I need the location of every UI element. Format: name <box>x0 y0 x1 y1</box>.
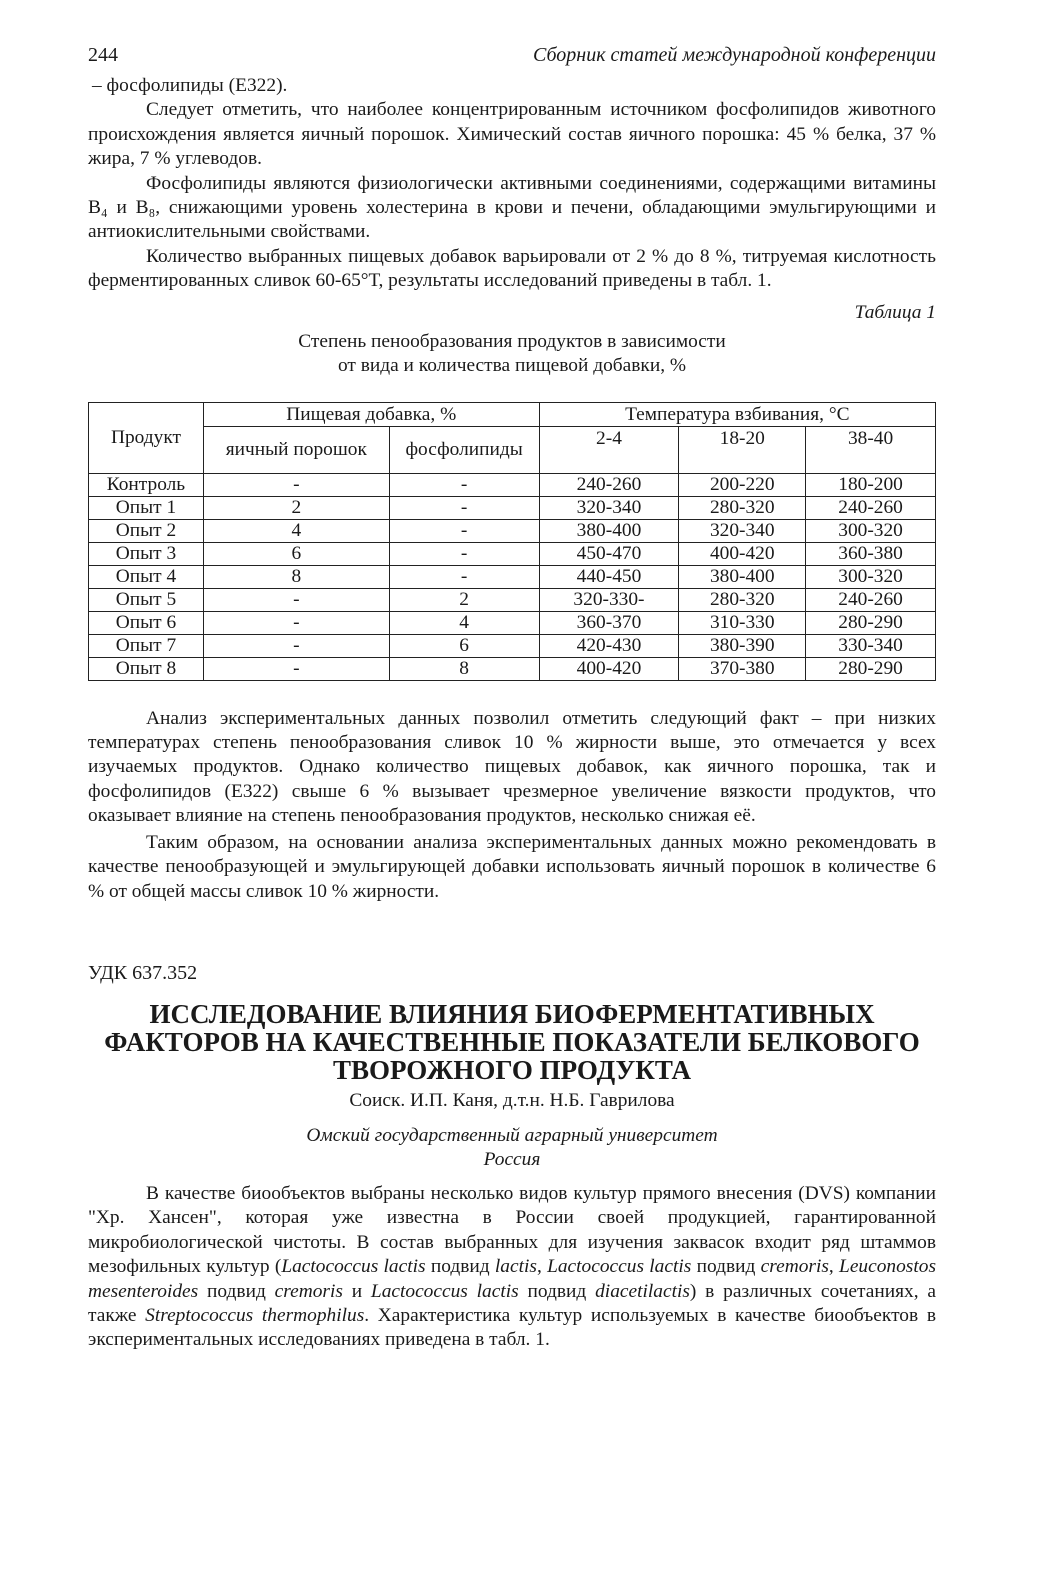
text-run: подвид <box>198 1280 275 1302</box>
cell-egg: 6 <box>203 542 389 565</box>
cell-t1: 360-370 <box>539 611 679 634</box>
cell-egg: - <box>203 657 389 680</box>
cell-t3: 300-320 <box>806 519 936 542</box>
species-name: Leuconostos mesenteroides <box>88 1256 936 1302</box>
cell-t2: 280-320 <box>679 588 806 611</box>
running-title: Сборник статей международной конференции <box>533 44 936 66</box>
species-name: cremoris <box>760 1256 829 1278</box>
cell-phospho: - <box>389 542 539 565</box>
paragraph-5: Таким образом, на основании анализа экспериментальных данных можно рекомендовать в качестве пенообразующей и эмульгирующей добавки использовать яичный порошок в количестве 6 % от общей массы сливок 10 % жирности. <box>88 831 936 902</box>
cell-egg: - <box>203 588 389 611</box>
text-run: подвид <box>518 1280 596 1302</box>
table-row <box>89 473 936 496</box>
cell-t2: 400-420 <box>679 542 806 565</box>
species-name: lactis <box>494 1256 537 1278</box>
text-run: подвид <box>691 1256 761 1278</box>
paragraph-4: Анализ экспериментальных данных позволил отметить следующий факт – при низких температурах степень пенообразования сливок 10 % жирности выше, это отмечается у всех изучаемых продуктов. Однако количество пищевых добавок, как яичного порошка, так и фосфолипидов (E322) свыше 6 % вызывает чрезмерное увеличение вязкости продуктов, что оказывает влияние на степень пенообразования продуктов, несколько снижая её. <box>88 707 936 827</box>
table-row <box>89 634 936 657</box>
species-name: Lactococcus lactis <box>281 1256 426 1278</box>
cell-t1: 240-260 <box>539 473 679 496</box>
cell-t1: 320-340 <box>539 496 679 519</box>
text-run: и <box>342 1280 371 1302</box>
cell-phospho: 4 <box>389 611 539 634</box>
cell-t1: 440-450 <box>539 565 679 588</box>
cell-phospho: - <box>389 565 539 588</box>
page-number: 244 <box>88 44 118 66</box>
cell-phospho: 2 <box>389 588 539 611</box>
table-row <box>89 496 936 519</box>
species-name: cremoris <box>274 1280 343 1302</box>
cell-t1: 400-420 <box>539 657 679 680</box>
authors: Соиск. И.П. Каня, д.т.н. Н.Б. Гаврилова <box>349 1089 675 1111</box>
text-run: , <box>828 1256 840 1278</box>
article-title <box>88 1000 936 1084</box>
cell-t3: 280-290 <box>806 657 936 680</box>
cell-t3: 360-380 <box>806 542 936 565</box>
cell-t3: 330-340 <box>806 634 936 657</box>
cell-phospho: 6 <box>389 634 539 657</box>
page-header <box>88 44 936 74</box>
cell-product: Опыт 3 <box>89 542 204 565</box>
cell-t2: 380-390 <box>679 634 806 657</box>
list-item: – фосфолипиды (E322). <box>92 75 288 96</box>
cell-t3: 300-320 <box>806 565 936 588</box>
cell-t2: 320-340 <box>679 519 806 542</box>
cell-product: Контроль <box>89 473 204 496</box>
cell-t1: 450-470 <box>539 542 679 565</box>
header-temp-2: 18-20 <box>679 426 806 473</box>
header-phospholipids: фосфолипиды <box>389 426 539 473</box>
cell-product: Опыт 2 <box>89 519 204 542</box>
cell-egg: - <box>203 634 389 657</box>
text-run: . Характеристика культур используемых в качестве биообъектов в экспериментальных исследованиях приведена в табл. 1. <box>88 1304 936 1351</box>
text-run: В качестве биообъектов выбраны несколько видов культур прямого внесения (DVS) компании "Хр. Хансен", которая уже известна в России своей продукцией, гарантированной микробиологической чистоты. В состав выбранных для изучения заквасок входит ряд штаммов мезофильных культур ( <box>88 1182 936 1278</box>
cell-t1: 420-430 <box>539 634 679 657</box>
cell-egg: 8 <box>203 565 389 588</box>
cell-t3: 280-290 <box>806 611 936 634</box>
species-name: Lactococcus lactis <box>547 1256 692 1278</box>
cell-product: Опыт 4 <box>89 565 204 588</box>
cell-t3: 240-260 <box>806 588 936 611</box>
cell-t1: 320-330- <box>539 588 679 611</box>
cell-phospho: 8 <box>389 657 539 680</box>
cell-product: Опыт 8 <box>89 657 204 680</box>
species-name: diacetilactis <box>595 1280 690 1302</box>
cell-egg: - <box>203 611 389 634</box>
page <box>88 44 936 1353</box>
table-row <box>89 519 936 542</box>
table-caption-line-1: Степень пенообразования продуктов в зависимости <box>298 330 726 352</box>
cell-t2: 200-220 <box>679 473 806 496</box>
table-row <box>89 611 936 634</box>
paragraph-body <box>88 1182 936 1353</box>
header-additive: Пищевая добавка, % <box>203 402 539 426</box>
table-row <box>89 657 936 680</box>
cell-t2: 380-400 <box>679 565 806 588</box>
cell-t2: 310-330 <box>679 611 806 634</box>
udk-code: УДК 637.352 <box>88 961 198 984</box>
cell-t3: 180-200 <box>806 473 936 496</box>
cell-product: Опыт 6 <box>89 611 204 634</box>
cell-product: Опыт 1 <box>89 496 204 519</box>
cell-t1: 380-400 <box>539 519 679 542</box>
text-run: подвид <box>425 1256 495 1278</box>
paragraph-2: Фосфолипиды являются физиологически активными соединениями, содержащими витамины B₄ и B₈, снижающими уровень холестерина в крови и печени, обладающими эмульгирующими и антиокислительными свойствами. <box>88 172 936 243</box>
table-label: Таблица 1 <box>854 301 936 323</box>
text-run: ) в различных сочетаниях, а также <box>88 1280 936 1326</box>
cell-product: Опыт 5 <box>89 588 204 611</box>
title-line-2: ФАКТОРОВ НА КАЧЕСТВЕННЫЕ ПОКАЗАТЕЛИ БЕЛКОВОГО <box>104 1026 920 1057</box>
cell-t3: 240-260 <box>806 496 936 519</box>
foam-table <box>88 402 936 681</box>
title-line-3: ТВОРОЖНОГО ПРОДУКТА <box>332 1054 692 1085</box>
affiliation: Омский государственный аграрный университет <box>306 1124 718 1146</box>
species-name: Streptococcus thermophilus <box>145 1304 365 1326</box>
text-run: , <box>536 1256 548 1278</box>
paragraph-3: Количество выбранных пищевых добавок варьировали от 2 % до 8 %, титруемая кислотность ферментированных сливок 60-65°Т, результаты исследований приведены в табл. 1. <box>88 245 936 292</box>
table-row <box>89 542 936 565</box>
cell-phospho: - <box>389 473 539 496</box>
cell-t2: 280-320 <box>679 496 806 519</box>
paragraph-1: Следует отметить, что наиболее концентрированным источником фосфолипидов животного происхождения является яичный порошок. Химический состав яичного порошка: 45 % белка, 37 % жира, 7 % углеводов. <box>88 99 936 170</box>
species-name: Lactococcus lactis <box>370 1280 519 1302</box>
header-product: Продукт <box>89 402 204 473</box>
table-row <box>89 565 936 588</box>
header-temp-1: 2-4 <box>539 426 679 473</box>
cell-t2: 370-380 <box>679 657 806 680</box>
cell-egg: 2 <box>203 496 389 519</box>
title-line-1: ИССЛЕДОВАНИЕ ВЛИЯНИЯ БИОФЕРМЕНТАТИВНЫХ <box>149 998 875 1029</box>
header-egg-powder: яичный порошок <box>203 426 389 473</box>
country: Россия <box>483 1148 541 1170</box>
cell-egg: 4 <box>203 519 389 542</box>
header-temp-3: 38-40 <box>806 426 936 473</box>
header-temperature: Температура взбивания, °С <box>539 402 935 426</box>
table-row <box>89 588 936 611</box>
cell-product: Опыт 7 <box>89 634 204 657</box>
cell-phospho: - <box>389 519 539 542</box>
cell-phospho: - <box>389 496 539 519</box>
table-caption-line-2: от вида и количества пищевой добавки, % <box>337 354 687 376</box>
cell-egg: - <box>203 473 389 496</box>
